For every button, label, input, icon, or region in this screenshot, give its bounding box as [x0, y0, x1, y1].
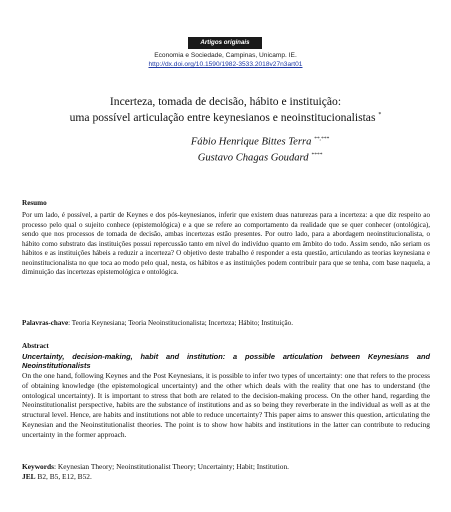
title-line-1: Incerteza, tomada de decisão, hábito e instituição:: [109, 95, 342, 108]
abstract-keywords-text: : Keynesian Theory; Neoinstitutionalist Theory; Uncertainty; Habit; Institution.: [54, 462, 289, 471]
abstract-keywords: [22, 462, 430, 472]
author-1-name: Fábio Henrique Bittes Terra: [190, 136, 312, 148]
abstract-heading: Abstract: [22, 342, 49, 350]
article-title: [0, 95, 451, 124]
resumo-heading: Resumo: [22, 199, 47, 207]
author-2-mark: ****: [311, 151, 323, 158]
doi-line: [0, 61, 451, 68]
author-1-mark: **,***: [314, 136, 330, 142]
title-footnote-mark: *: [378, 111, 382, 118]
title-line-2: [0, 109, 451, 124]
author-list: [150, 133, 370, 164]
doi-link[interactable]: http://dx.doi.org/10.1590/1982-3533.2018v27n3art01: [148, 61, 303, 68]
resumo-keywords-text: : Teoria Keynesiana; Teoria Neoinstitucionalista; Incerteza; Hábito; Instituição.: [68, 319, 293, 327]
section-badge: Artigos originais: [188, 37, 262, 49]
abstract-keywords-label: Keywords: [22, 462, 55, 471]
resumo-keywords: [22, 319, 430, 329]
abstract-title: Uncertainty, decision-making, habit and institution: a possible articulation between Keynesians and Neoinstitutionalists: [22, 352, 430, 371]
jel-codes: [22, 472, 430, 482]
author-2-name: Gustavo Chagas Goudard: [197, 152, 309, 164]
author-1: [150, 133, 370, 149]
resumo-body: Por um lado, é possível, a partir de Keynes e dos pós-keynesianos, inferir que existem duas naturezas para a incerteza: a que diz respeito ao processo pelo qual o sujeito conhece (epistemológica) e a que se refere ao comportamento da realidade que se quer conhecer (ontológica), sendo que nos processos de tomada de decisão, ambas incertezas estão presentes. Por outro lado, para a abordagem neoinstitucionalista, o hábito como substrato das instituições possui repercussão tanto em nível do indivíduo quanto em âmbito do todo. Assim sendo, não seriam os hábitos e as instituições hábeis a reduzir a incerteza? O objetivo deste trabalho é responder a esta questão, articulando as teorias keynesiana e neoinstitucionalista no que toca ao modo pelo qual, nesta, os hábitos e as instituições podem contribuir para que se tenha, com base naquela, a diminuição das incertezas epistemológica e ontológica.: [22, 211, 430, 277]
journal-line: Economia e Sociedade, Campinas, Unicamp. IE.: [154, 52, 297, 59]
resumo-keywords-label: Palavras-chave: [22, 319, 69, 327]
author-2: [150, 149, 370, 165]
title-line-2-text: uma possível articulação entre keynesianos e neoinstitucionalistas: [69, 110, 376, 124]
abstract-body: On the one hand, following Keynes and the Post Keynesians, it is possible to infer two types of uncertainty: one that refers to the process of obtaining knowledge (the epistemological uncertainty) and the other which deals with the reality that one has to understand (the ontological uncertainty). It is important to stress that both are related to the decision-making process. On the other hand, regarding the Neoinstitutionalist perspective, habits are the substance of institutions and as so being they reverberate in the individual as well as at the structural level. Hence, are habits and institutions not able to reduce uncertainty? This paper aims to answer this question, articulating the Keynesian and the Neoinstitutionalist theories. The point is to show how habits and institutions in the latter can contribute to reducing uncertainty in the former approach.: [22, 371, 430, 439]
jel-label: JEL: [22, 472, 36, 481]
jel-text: B2, B5, E12, B52.: [35, 472, 92, 481]
